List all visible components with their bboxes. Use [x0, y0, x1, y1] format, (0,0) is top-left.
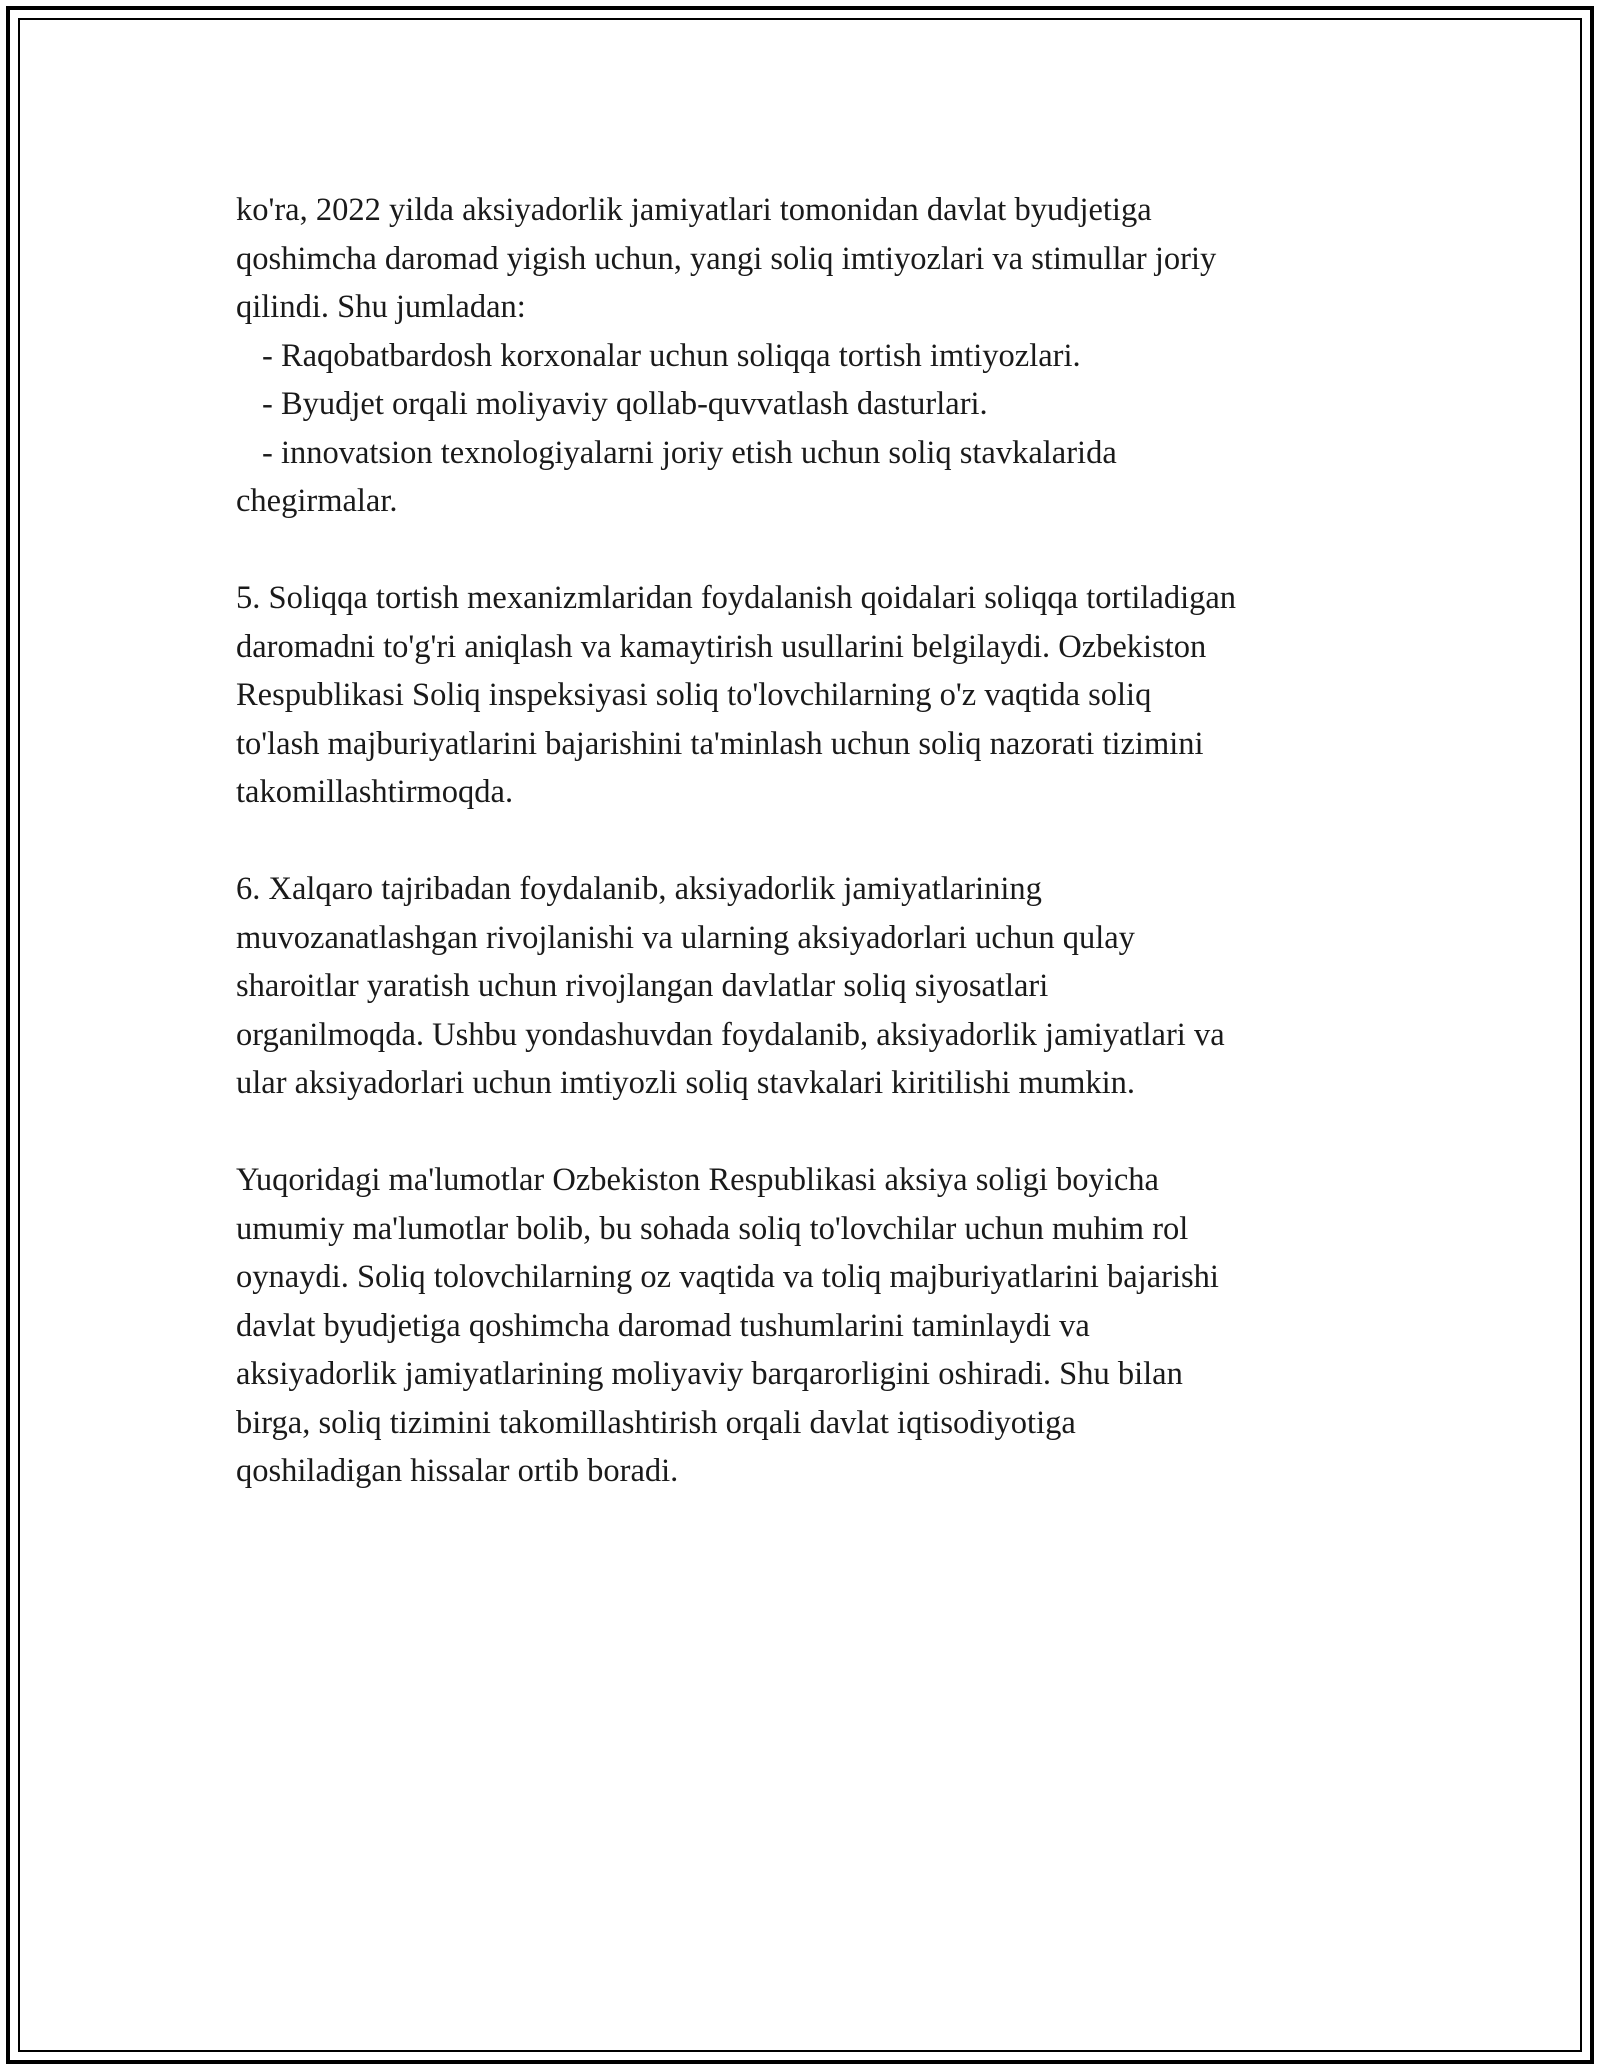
bullet-continuation: chegirmalar. [236, 483, 398, 519]
text-line: qoshimcha daromad yigish uchun, yangi soliq imtiyozlari va stimullar joriy [236, 240, 1217, 277]
bullet-item: - innovatsion texnologiyalarni joriy etish uchun soliq stavkalarida [262, 434, 1117, 471]
text-line: 6. Xalqaro tajribadan foydalanib, aksiyadorlik jamiyatlarining [236, 871, 1042, 907]
text-line: Yuqoridagi ma'lumotlar Ozbekiston Respublikasi aksiya soligi boyicha [236, 1162, 1159, 1198]
text-line: ko'ra, 2022 yilda aksiyadorlik jamiyatlari tomonidan davlat byudjetiga [236, 192, 1152, 228]
text-line: daromadni to'g'ri aniqlash va kamaytirish usullarini belgilaydi. Ozbekiston [236, 628, 1207, 665]
text-line: aksiyadorlik jamiyatlarining moliyaviy barqarorligini oshiradi. Shu bilan [236, 1356, 1183, 1392]
text-line: muvozanatlashgan rivojlanishi va ularning aksiyadorlari uchun qulay [236, 919, 1135, 956]
paragraph-5 [236, 574, 1416, 817]
bullet-item: - Byudjet orqali moliyaviy qollab-quvvatlash dasturlari. [262, 386, 988, 422]
text-line: qilindi. Shu jumladan: [236, 289, 526, 325]
text-line: Respublikasi Soliq inspeksiyasi soliq to'lovchilarning o'z vaqtida soliq [236, 677, 1152, 713]
text-line: takomillashtirmoqda. [236, 774, 514, 810]
text-line: oynaydi. Soliq tolovchilarning oz vaqtida va toliq majburiyatlarini bajarishi [236, 1259, 1219, 1295]
text-line: sharoitlar yaratish uchun rivojlangan davlatlar soliq siyosatlari [236, 968, 1049, 1004]
text-line: ular aksiyadorlari uchun imtiyozli soliq stavkalari kiritilishi mumkin. [236, 1065, 1136, 1101]
paragraph-6 [236, 865, 1416, 1108]
text-line: birga, soliq tizimini takomillashtirish orqali davlat iqtisodiyotiga [236, 1404, 1076, 1441]
text-line: 5. Soliqqa tortish mexanizmlaridan foydalanish qoidalari soliqqa tortiladigan [236, 580, 1237, 616]
text-line: to'lash majburiyatlarini bajarishini ta'minlash uchun soliq nazorati tizimini [236, 725, 1204, 762]
document-body [236, 186, 1416, 1496]
text-line: qoshiladigan hissalar ortib boradi. [236, 1453, 679, 1489]
text-line: organilmoqda. Ushbu yondashuvdan foydalanib, aksiyadorlik jamiyatlari va [236, 1016, 1225, 1053]
text-line: davlat byudjetiga qoshimcha daromad tushumlarini taminlaydi va [236, 1307, 1090, 1344]
paragraph-gap [236, 817, 1416, 866]
paragraph-gap [236, 1108, 1416, 1157]
paragraph-summary [236, 1156, 1416, 1496]
paragraph-intro [236, 186, 1416, 332]
bullet-item: - Raqobatbardosh korxonalar uchun soliqqa tortish imtiyozlari. [262, 337, 1081, 374]
text-line: umumiy ma'lumotlar bolib, bu sohada soliq to'lovchilar uchun muhim rol [236, 1210, 1189, 1247]
bullet-list [236, 332, 1416, 526]
paragraph-gap [236, 526, 1416, 575]
